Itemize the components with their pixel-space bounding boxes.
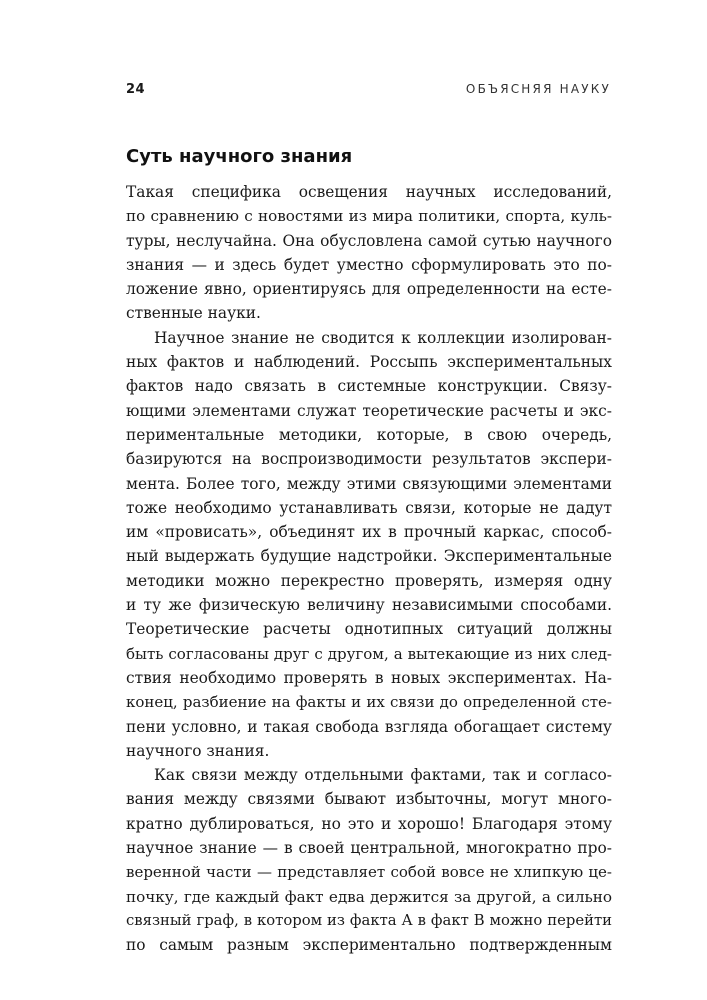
text-line: туры, неслучайна. Она обусловлена самой сутью научного <box>126 231 612 250</box>
text-line: научное знание — в своей центральной, многократно про- <box>126 839 612 858</box>
text-line: Такая специфика освещения научных исследований, <box>126 183 612 201</box>
text-line: методики можно перекрестно проверять, измеряя одну <box>126 571 612 590</box>
text-line: ложение явно, ориентируясь для определенности на есте- <box>126 280 612 299</box>
text-line: научного знания. <box>126 741 270 760</box>
text-line: ных фактов и наблюдений. Россыпь экспериментальных <box>126 353 612 372</box>
text-line: пени условно, и такая свобода взгляда обогащает систему <box>126 717 612 736</box>
text-line: по самым разным экспериментально подтвержденным <box>126 936 612 955</box>
text-line: по сравнению с новостями из мира политики, спорта, куль- <box>126 207 612 226</box>
text-line: ственные науки. <box>126 304 261 323</box>
running-head: ОБЪЯСНЯЯ НАУКУ <box>465 82 611 96</box>
text-line: веренной части — представляет собой вовсе не хлипкую це- <box>126 863 612 882</box>
text-line: почку, где каждый факт едва держится за другой, а сильно <box>126 887 612 906</box>
text-line: конец, разбиение на факты и их связи до определенной сте- <box>126 693 612 712</box>
section-title: Суть научного знания <box>126 146 353 167</box>
text-line: ющими элементами служат теоретические расчеты и экс- <box>126 401 612 420</box>
text-line: связный граф, в котором из факта А в факт В можно перейти <box>126 911 612 929</box>
text-line: вания между связями бывают избыточны, могут много- <box>126 790 612 809</box>
text-line: мента. Более того, между этими связующими элементами <box>126 474 612 493</box>
text-line: фактов надо связать в системные конструкции. Связу- <box>126 377 612 396</box>
text-line: быть согласованы друг с другом, а вытекающие из них след- <box>126 644 612 663</box>
page-number: 24 <box>126 82 146 97</box>
text-line: базируются на воспроизводимости результатов экспери- <box>126 450 612 469</box>
text-line: им «провисать», объединят их в прочный каркас, способ- <box>126 523 612 542</box>
text-line: Как связи между отдельными фактами, так и согласо- <box>154 766 612 785</box>
text-line: ный выдержать будущие надстройки. Экспериментальные <box>126 547 612 566</box>
text-line: знания — и здесь будет уместно сформулировать это по- <box>126 255 612 274</box>
text-line: Научное знание не сводится к коллекции изолирован- <box>154 328 612 347</box>
text-line: ствия необходимо проверять в новых экспериментах. На- <box>126 668 612 687</box>
text-line: кратно дублироваться, но это и хорошо! Благодаря этому <box>126 814 612 833</box>
text-line: тоже необходимо устанавливать связи, которые не дадут <box>126 498 612 517</box>
text-line: Теоретические расчеты однотипных ситуаций должны <box>126 620 612 639</box>
text-line: и ту же физическую величину независимыми способами. <box>126 596 612 615</box>
text-line: периментальные методики, которые, в свою очередь, <box>126 425 612 444</box>
body-text <box>126 180 612 958</box>
